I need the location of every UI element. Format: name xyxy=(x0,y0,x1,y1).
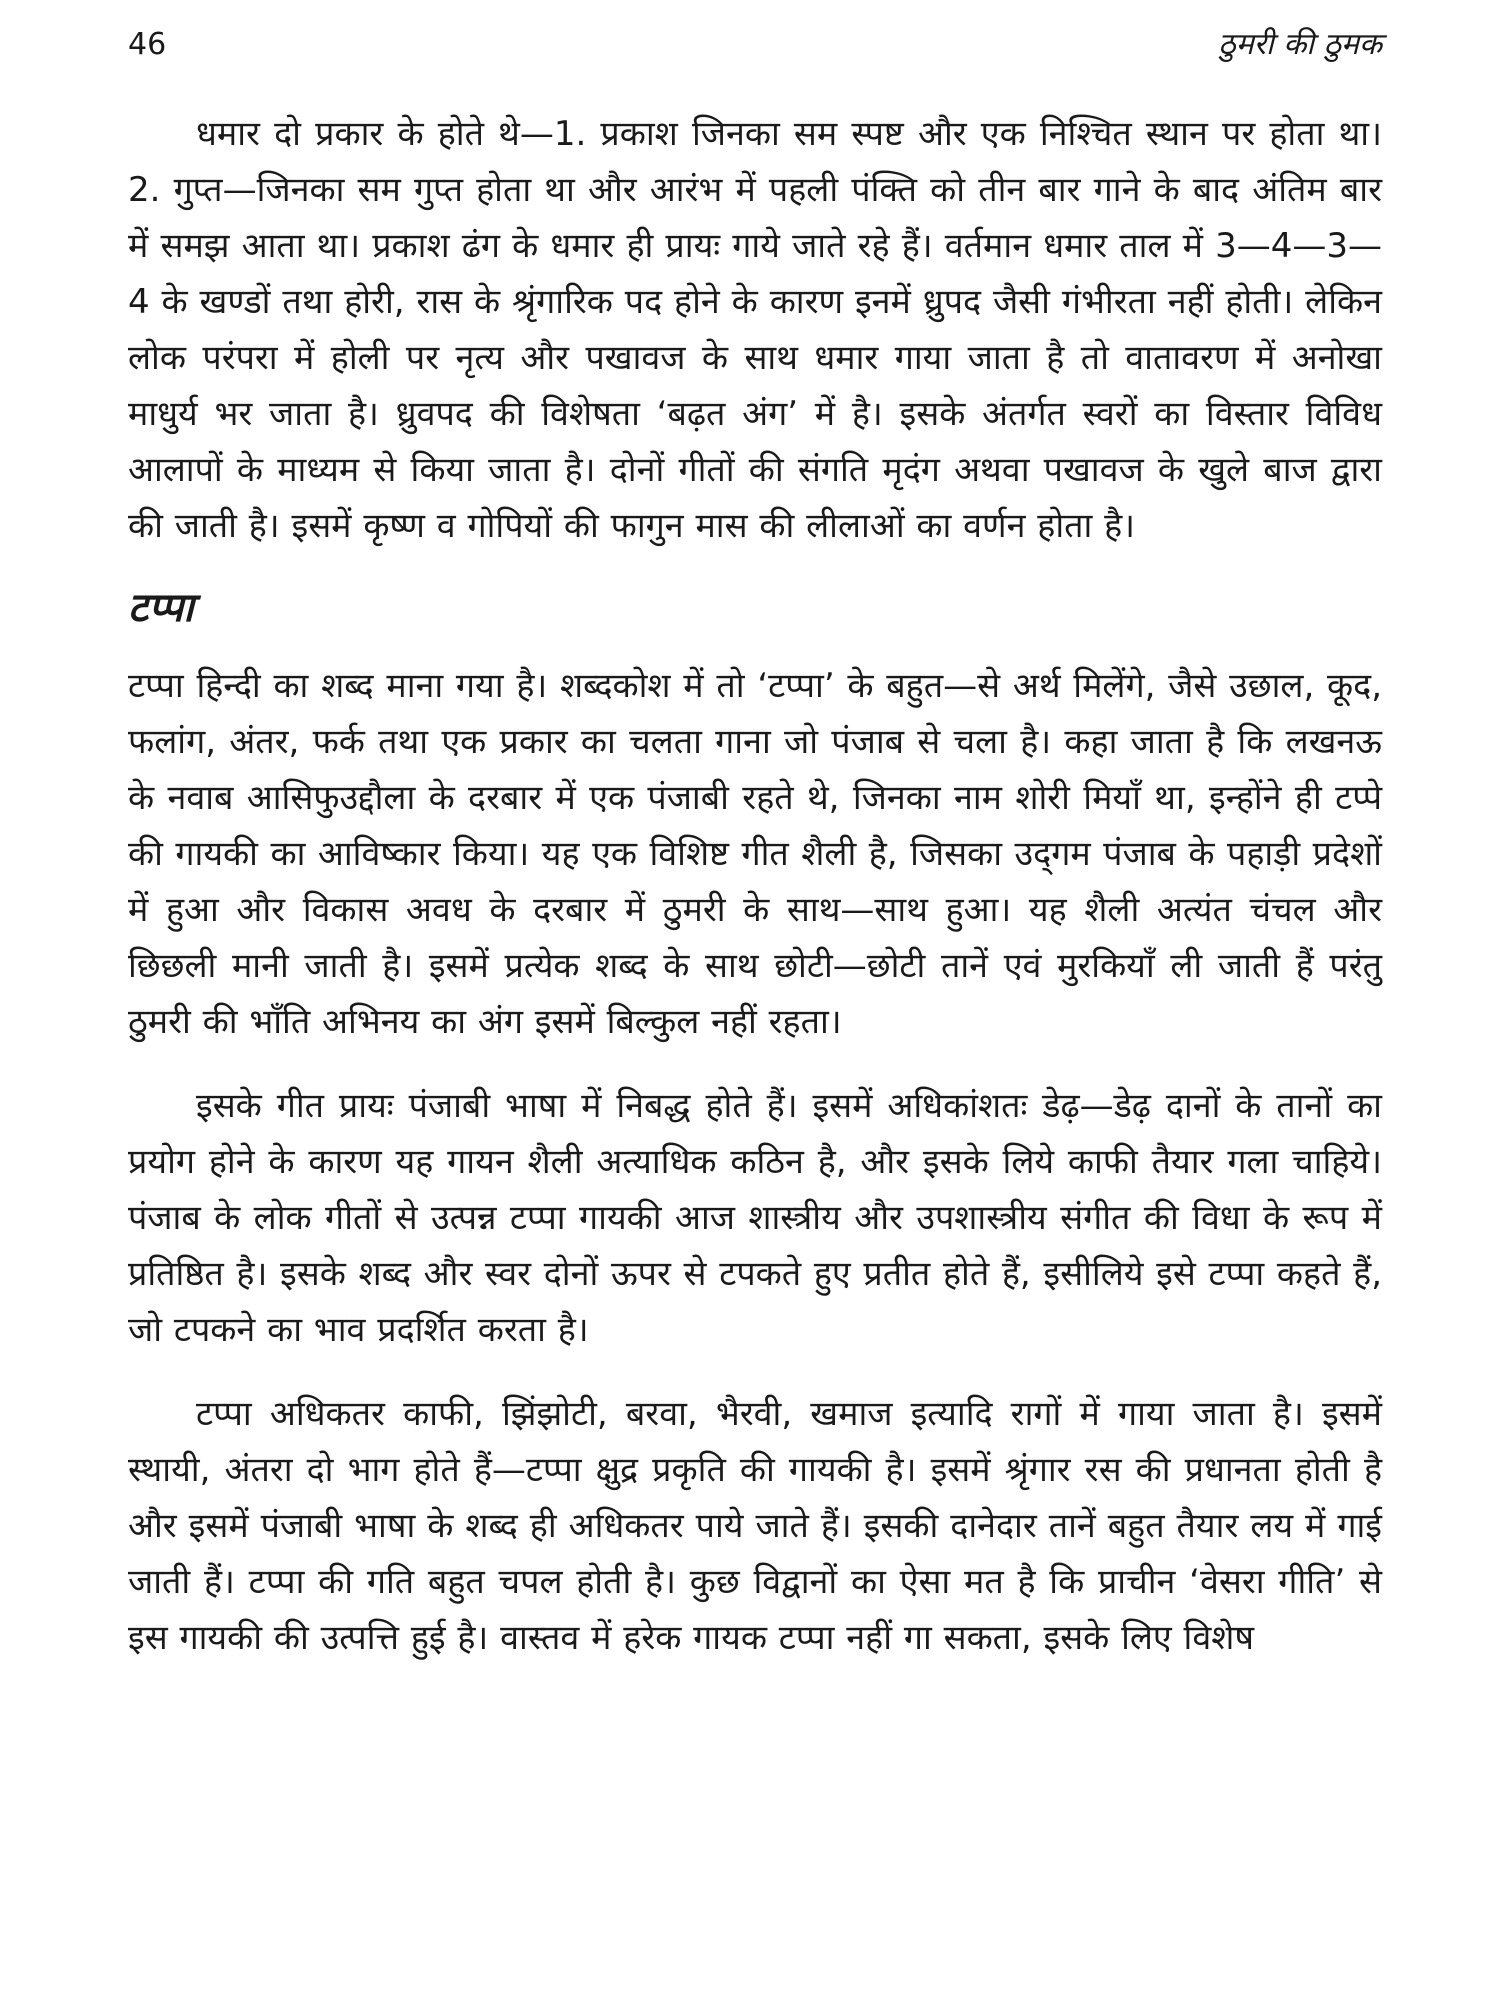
paragraph-tappa-intro: टप्पा हिन्दी का शब्द माना गया है। शब्दकोश में तो ‘टप्पा’ के बहुत—से अर्थ मिलेंगे, जैसे उछाल, कूद, फलांग, अंतर, फर्क तथा एक प्रकार का चलता गाना जो पंजाब से चला है। कहा जाता है कि लखनऊ के नवाब आसिफुउद्दौला के दरबार में एक पंजाबी रहते थे, जिनका नाम शोरी मियाँ था, इन्होंने ही टप्पे की गायकी का आविष्कार किया। यह एक विशिष्ट गीत शैली है, जिसका उद्‌गम पंजाब के पहाड़ी प्रदेशों में हुआ और विकास अवध के दरबार में ठुमरी के साथ—साथ हुआ। यह शैली अत्यंत चंचल और छिछली मानी जाती है। इसमें प्रत्येक शब्द के साथ छोटी—छोटी तानें एवं मुरकियाँ ली जाती हैं परंतु ठुमरी की भाँति अभिनय का अंग इसमें बिल्कुल नहीं रहता। xyxy=(128,666,1383,1042)
paragraph-dhamar: धमार दो प्रकार के होते थे—1. प्रकाश जिनका सम स्पष्ट और एक निश्चित स्थान पर होता था। 2. गुप्त—जिनका सम गुप्त होता था और आरंभ में पहली पंक्ति को तीन बार गाने के बाद अंतिम बार में समझ आता था। प्रकाश ढंग के धमार ही प्रायः गाये जाते रहे हैं। वर्तमान धमार ताल में 3—4—3—4 के खण्डों तथा होरी, रास के श्रृंगारिक पद होने के कारण इनमें ध्रुपद जैसी गंभीरता नहीं होती। लेकिन लोक परंपरा में होली पर नृत्य और पखावज के साथ धमार गाया जाता है तो वातावरण में अनोखा माधुर्य भर जाता है। ध्रुवपद की विशेषता ‘बढ़त अंग’ में है। इसके अंतर्गत स्वरों का विस्तार विविध आलापों के माध्यम से किया जाता है। दोनों गीतों की संगति मृदंग अथवा पखावज के खुले बाज द्वारा की जाती है। इसमें कृष्ण व गोपियों की फागुन मास की लीलाओं का वर्णन होता है। xyxy=(128,114,1382,546)
paragraph-tappa-ragas: टप्पा अधिकतर काफी, झिंझोटी, बरवा, भैरवी, खमाज इत्यादि रागों में गाया जाता है। इसमें स्थायी, अंतरा दो भाग होते हैं—टप्पा क्षुद्र प्रकृति की गायकी है। इसमें श्रृंगार रस की प्रधानता होती है और इसमें पंजाबी भाषा के शब्द ही अधिकतर पाये जाते हैं। इसकी दानेदार तानें बहुत तैयार लय में गाई जाती हैं। टप्पा की गति बहुत चपल होती है। कुछ विद्वानों का ऐसा मत है कि प्राचीन ‘वेसरा गीति’ से इस गायकी की उत्पत्ति हुई है। वास्तव में हरेक गायक टप्पा नहीं गा सकता, इसके लिए विशेष xyxy=(128,1394,1382,1658)
paragraph-tappa-songs: इसके गीत प्रायः पंजाबी भाषा में निबद्ध होते हैं। इसमें अधिकांशतः डेढ़—डेढ़ दानों के तानों का प्रयोग होने के कारण यह गायन शैली अत्याधिक कठिन है, और इसके लिये काफी तैयार गला चाहिये। पंजाब के लोक गीतों से उत्पन्न टप्पा गायकी आज शास्त्रीय और उपशास्त्रीय संगीत की विधा के रूप में प्रतिष्ठित है। इसके शब्द और स्वर दोनों ऊपर से टपकते हुए प्रतीत होते हैं, इसीलिये इसे टप्पा कहते हैं, जो टपकने का भाव प्रदर्शित करता है। xyxy=(128,1086,1382,1350)
running-header xyxy=(128,22,1382,66)
page-number: 46 xyxy=(128,27,167,62)
section-heading-tappa: टप्पा xyxy=(128,585,194,631)
book-title: ठुमरी की ठुमक xyxy=(1218,27,1382,62)
